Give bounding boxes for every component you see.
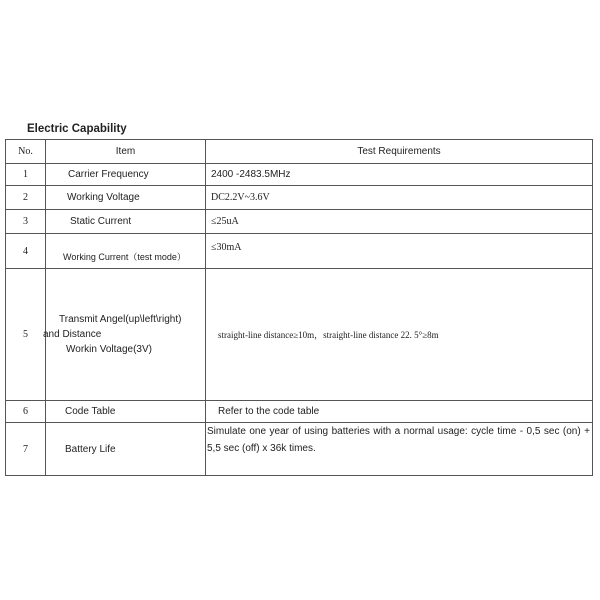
table-row [6,269,593,401]
header-test-requirements: Test Requirements [206,140,593,164]
row-requirement: 2400 -2483.5MHz [206,164,593,186]
row-no: 7 [6,423,46,476]
row-no: 2 [6,186,46,210]
row-item: Battery Life [46,423,206,476]
row-no: 5 [6,269,46,401]
header-item: Item [46,140,206,164]
section-title: Electric Capability [27,123,127,135]
item-line: Transmit Angel(up\left\right) [59,314,182,325]
row-item: Working Current（test mode） [46,234,206,269]
row-no: 1 [6,164,46,186]
row-requirement: Simulate one year of using batteries with a normal usage: cycle time - 0,5 sec (on) + 5,5 sec (off) x 36k times. [206,423,593,476]
row-item: Carrier Frequency [46,164,206,186]
table-row [6,210,593,234]
row-requirement: straight-line distance≥10m，straight-line distance 22. 5°≥8m [206,269,593,401]
row-item: Working Voltage [46,186,206,210]
row-item: Static Current [46,210,206,234]
row-requirement: Refer to the code table [206,401,593,423]
row-requirement: ≤25uA [206,210,593,234]
item-line: and Distance [43,329,102,340]
table-row [6,423,593,476]
table-row [6,401,593,423]
item-line: Workin Voltage(3V) [66,344,152,355]
row-item [43,269,206,401]
electric-capability-table [5,139,593,476]
row-no: 6 [6,401,46,423]
row-requirement: DC2.2V~3.6V [206,186,593,210]
table-header-row [6,140,593,164]
row-requirement: ≤30mA [206,234,593,269]
table-row [6,164,593,186]
row-no: 3 [6,210,46,234]
table-row [6,234,593,269]
header-no: No. [6,140,46,164]
table-row [6,186,593,210]
row-no: 4 [6,234,46,269]
row-item: Code Table [46,401,206,423]
